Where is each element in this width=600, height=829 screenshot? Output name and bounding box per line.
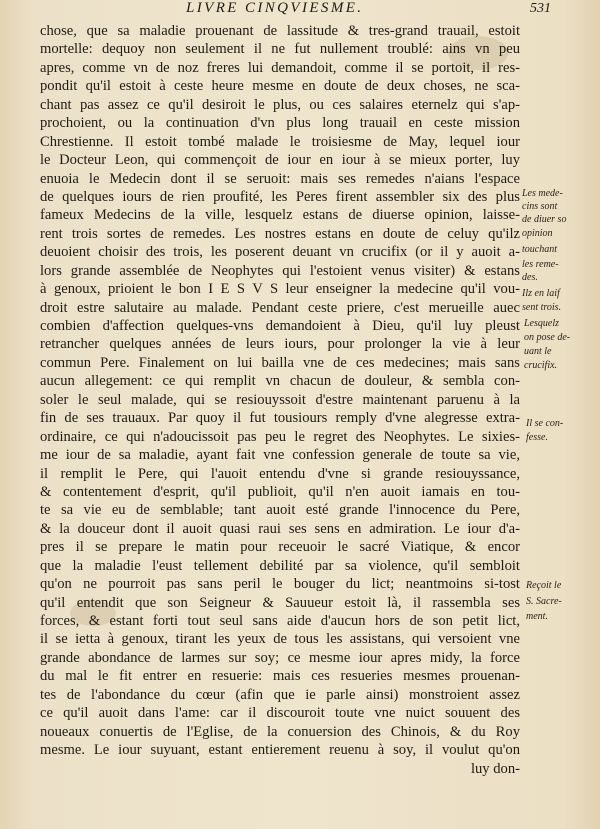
margin-note: des. <box>522 272 538 283</box>
margin-note: Lesquelz <box>524 318 559 329</box>
text-line: mesme. Le iour suyuant, estant entierement reuenu à soy, il voulut qu'on <box>40 742 520 759</box>
text-line: que la maladie l'eust tellement debilité par sa violence, qu'il sembloit <box>40 557 520 574</box>
text-line: il remplit le Pere, qui l'auoit entendu d'vne si grande resiouyssance, <box>40 465 520 482</box>
text-line: à genoux, prioient le bon I E S V S leur enseigner la medecine qu'il vou- <box>40 281 520 298</box>
margin-note: ment. <box>526 611 548 622</box>
text-line: du mal le fit entrer en resuerie: mais ces resueries mesmes prouenan- <box>40 668 520 685</box>
margin-note: de diuer so <box>522 214 567 225</box>
text-line: & contentement d'esprit, qu'il publioit, qu'il n'en auoit iamais en tou- <box>40 483 520 500</box>
margin-note: Les mede- <box>522 188 563 199</box>
text-line: chose, que sa maladie prouenant de lassitude & tres-grand trauail, estoit <box>40 23 520 39</box>
page-header <box>0 0 600 22</box>
text-line: & la douceur dont il auoit quasi raui ses sens en admiration. Le iour d'a- <box>40 520 520 537</box>
margin-note: les reme- <box>522 259 559 270</box>
margin-note: Reçoit le <box>526 580 562 591</box>
text-line: me iour de sa maladie, ayant fait vne confession generale de toute sa vie, <box>40 447 520 464</box>
text-line: pres il se prepare le matin pour receuoir le sacré Viatique, & encor <box>40 539 520 556</box>
text-line: Chrestienne. Il estoit tombé malade le troisiesme de May, lequel iour <box>40 133 520 150</box>
text-line: apres, comme vn de noz freres lui demandoit, comme il se portoit, il res- <box>40 59 520 76</box>
text-line: te sa vie eu de semblable; tant auoit esté grande l'innocence du Pere, <box>40 502 520 519</box>
text-line: lors grande assemblée de Neophytes qui l'estoient venus visiter) & estans <box>40 262 520 279</box>
text-line: ordinaire, ce qui n'adoucissoit pas peu le regret des Neophytes. Le sixies- <box>40 428 520 445</box>
text-line: forces, & estant forti tout seul sans aide d'aucun hors de son petit lict, <box>40 613 520 629</box>
text-line: ce qu'il auoit dans l'ame: car il discouroit toute vne nuict souuent des <box>40 705 520 722</box>
text-line: grande abondance de larmes sur soy; ce mesme iour apres midy, la force <box>40 649 520 666</box>
text-line: enuoia le Medecin dont il se seruoit: mais ses remedes n'aians l'espace <box>40 170 520 187</box>
text-line: qu'il entendit que son Seigneur & Sauueur estoit là, il rassembla ses <box>40 594 520 611</box>
running-title: LIVRE CINQVIESME. <box>186 0 364 16</box>
margin-note: sent trois. <box>522 302 562 313</box>
text-line: deuoient choisir des trois, les poserent deuant vn crucifix (or il y auoit a- <box>40 244 520 261</box>
text-line: prochoient, ou la continuation d'vn plus long trauail en ceste mission <box>40 115 520 132</box>
text-line: qu'on ne pourroit pas sans peril le bouger du lict; neantmoins si-tost <box>40 576 520 593</box>
text-line: tes de l'abondance du cœur (afin que ie parle ainsi) monstroient assez <box>40 686 520 703</box>
text-line: de quelques iours de rien proufité, les Peres firent assembler six des plus <box>40 188 520 205</box>
text-line: combien d'affection quelques-vns demandoient à Dieu, qu'il luy pleust <box>40 318 520 334</box>
text-line: droit estre salutaire au malade. Pendant ceste priere, c'est merueille auec <box>40 299 520 316</box>
margin-note: Ilz en laif <box>522 288 560 299</box>
body-text <box>40 22 520 778</box>
margin-note: opinion <box>522 228 553 239</box>
text-line: chant pas assez ce qu'il desiroit le plus, ou ces salaires eternelz qui s'ap- <box>40 96 520 113</box>
margin-note: S. Sacre- <box>526 596 562 607</box>
text-line: noueaux conuertis de l'Eglise, de la conuersion des Chinois, & du Roy <box>40 723 520 740</box>
text-line: commun Pere. Finalement on lui bailla vne de ces medecines; mais sans <box>40 354 520 371</box>
margin-note: crucifix. <box>524 360 558 371</box>
text-line: soler le seul malade, qui se resiouyssoit d'estre maintenant paruenu à la <box>40 391 520 408</box>
text-line: aucun allegement: ce qui remplit vn chacun de douleur, & sembla con- <box>40 373 520 390</box>
text-line: mortelle: dequoy non seulement il ne fut nullement troublé: ains vn peu <box>40 41 520 58</box>
text-line: rent trois sortes de remedes. Les nostres estans en doute de celuy qu'ilz <box>40 225 520 242</box>
margin-note: Il se con- <box>526 418 564 429</box>
margin-note: on pose de- <box>524 332 571 343</box>
margin-note: uant le <box>524 346 552 357</box>
text-line: fameux Medecins de la ville, lesquelz estans de diuerse opinion, laisse- <box>40 207 520 224</box>
text-line: le Docteur Leon, qui commençoit de iour en iour à se mieux porter, luy <box>40 152 520 169</box>
text-line: pondit qu'il estoit à ceste heure mesme en doute de deux choses, ne sca- <box>40 78 520 95</box>
margin-note: touchant <box>522 244 557 255</box>
catchword: luy don- <box>470 760 520 777</box>
page-number: 531 <box>530 1 551 16</box>
margin-note: fesse. <box>526 432 548 443</box>
text-line: retrancher quelques années de leurs iours, pour prolonger la vie à leur <box>40 336 520 353</box>
margin-note: cins sont <box>522 201 558 212</box>
text-line: il se ietta à genoux, tirant les yeux de tous les assistans, qui versoient vne <box>40 631 520 648</box>
text-line: fin de ses trauaux. Par quoy il fut tousiours remply d'vne alegresse extra- <box>40 410 520 427</box>
